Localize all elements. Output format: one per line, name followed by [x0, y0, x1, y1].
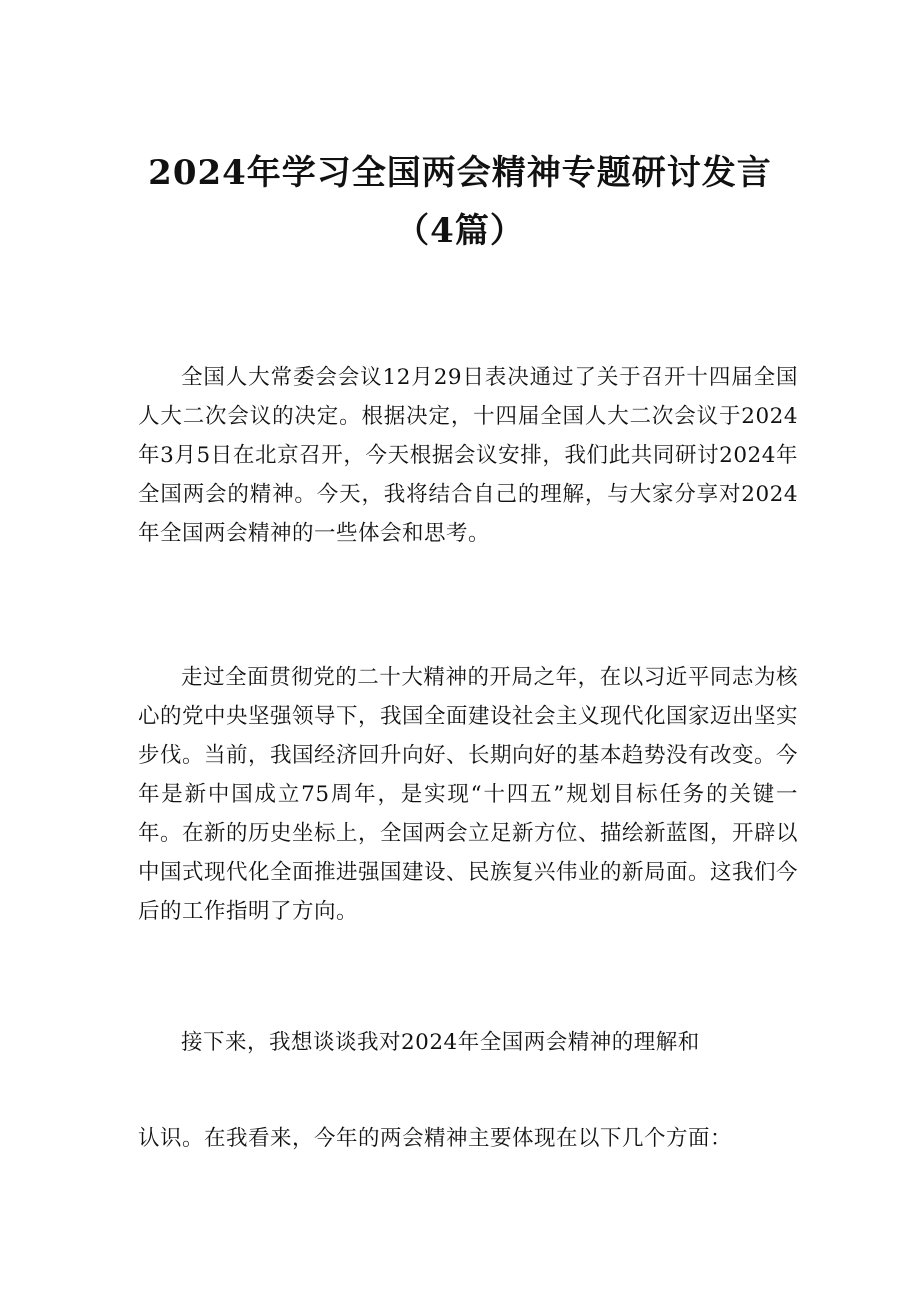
document-title-count: （4篇） [395, 211, 525, 251]
paragraph-transition-line2: 认识。在我看来，今年的两会精神主要体现在以下几个方面： [138, 1126, 733, 1151]
paragraph-intro: 全国人大常委会会议12月29日表决通过了关于召开十四届全国人大二次会议的决定。根据决定，十四届全国人大二次会议于2024年3月5日在北京召开，今天根据会议安排，我们此共同研讨2024年全国两会的精神。今天，我将结合自己的理解，与大家分享对2024年全国两会精神的一些体会和思考。 [138, 365, 798, 546]
paragraph-background: 走过全面贯彻党的二十大精神的开局之年，在以习近平同志为核心的党中央坚强领导下，我国全面建设社会主义现代化国家迈出坚实步伐。当前，我国经济回升向好、长期向好的基本趋势没有改变。今年是新中国成立75周年，是实现“十四五”规划目标任务的关键一年。在新的历史坐标上，全国两会立足新方位、描绘新蓝图，开辟以中国式现代化全面推进强国建设、民族复兴伟业的新局面。这我们今后的工作指明了方向。 [138, 665, 799, 924]
paragraph-transition-line1: 接下来，我想谈谈我对2024年全国两会精神的理解和 [181, 1030, 700, 1055]
document-title: 2024年学习全国两会精神专题研讨发言 [148, 153, 772, 193]
